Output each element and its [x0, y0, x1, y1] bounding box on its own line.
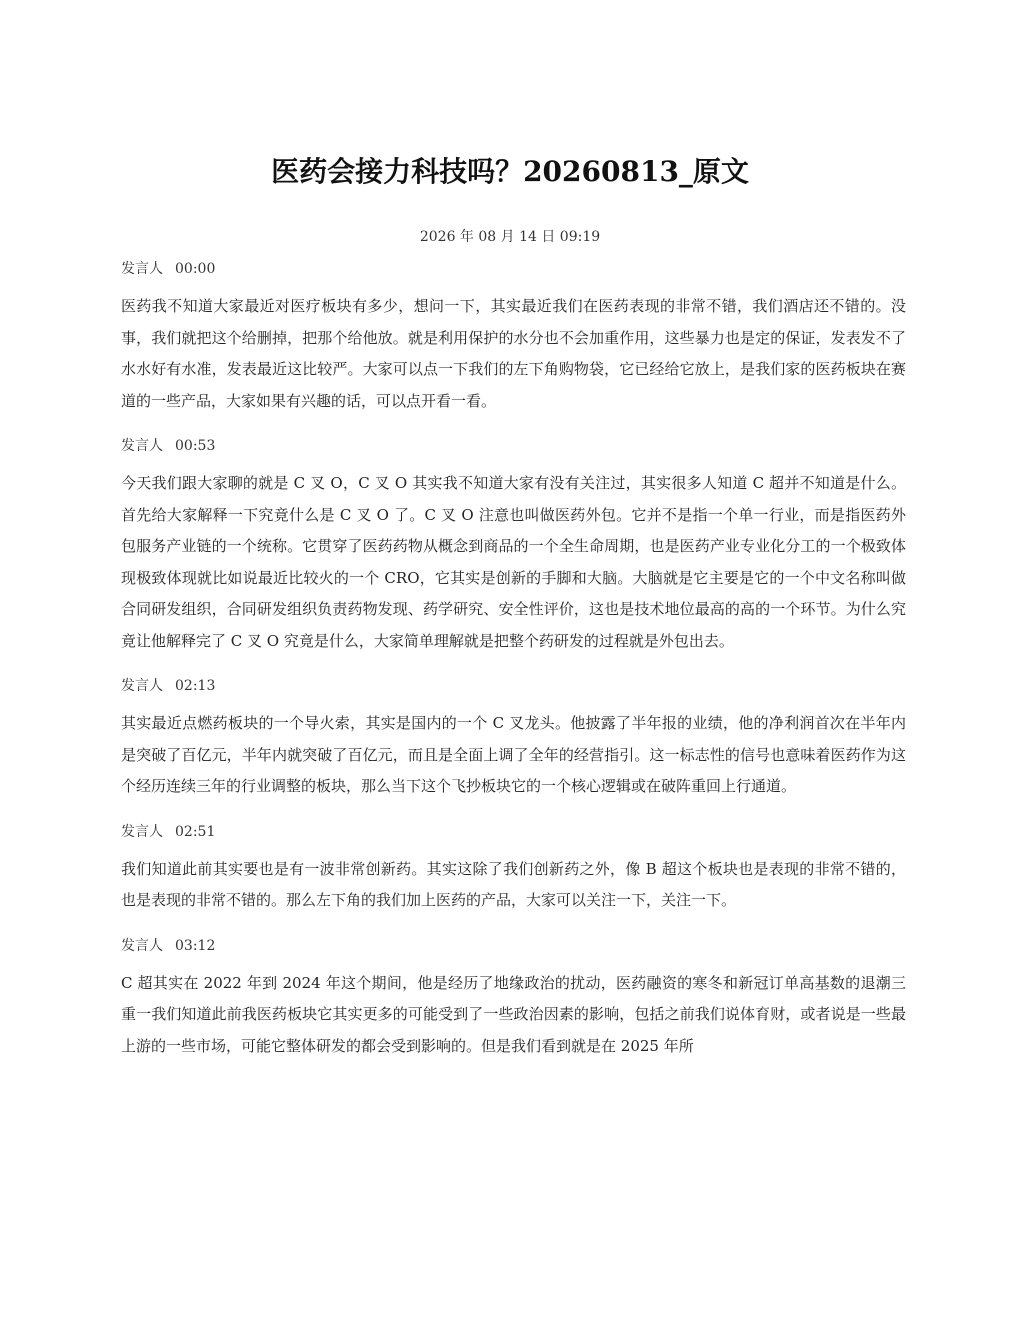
segment-text: C 超其实在 2022 年到 2024 年这个期间，他是经历了地缘政治的扰动，医药融资的寒冬和新冠订单高基数的退潮三重一我们知道此前我医药板块它其实更多的可能受到了一些政治因素的影响，包括之前我们说体育财，或者说是一些最上游的一些市场，可能它整体研发的都会受到影响的。但是我们看到就是在 2025 年所 [121, 973, 906, 1055]
segment-text: 其实最近点燃药板块的一个导火索，其实是国内的一个 C 叉龙头。他披露了半年报的业绩，他的净利润首次在半年内是突破了百亿元，半年内就突破了百亿元，而且是全面上调了全年的经营指引。这一标志性的信号也意味着医药作为这个经历连续三年的行业调整的板块，那么当下这个飞抄板块它的一个核心逻辑或在破阵重回上行通道。 [121, 714, 906, 795]
timestamp: 02:13 [175, 678, 216, 694]
transcript-body [121, 258, 906, 1080]
segment-text: 我们知道此前其实要也是有一波非常创新药。其实这除了我们创新药之外，像 B 超这个板块也是表现的非常不错的，也是表现的非常不错的。那么左下角的我们加上医药的产品，大家可以关注一下，关注一下。 [121, 859, 906, 909]
speaker-line [121, 675, 906, 697]
timestamp: 00:53 [175, 438, 216, 454]
speaker-label: 发言人 [121, 823, 163, 840]
transcript-segment [121, 258, 906, 417]
document-title: 医药会接力科技吗？20260813_原文 [271, 155, 749, 188]
transcript-segment [121, 821, 906, 917]
speaker-line [121, 258, 906, 280]
speaker-label: 发言人 [121, 678, 163, 694]
speaker-line [121, 935, 906, 957]
speaker-line [121, 435, 906, 457]
timestamp: 00:00 [175, 261, 216, 277]
document-date: 2026 年 08 月 14 日 09:19 [419, 229, 601, 245]
speaker-label: 发言人 [121, 937, 163, 954]
speaker-label: 发言人 [121, 438, 163, 454]
segment-text: 医药我不知道大家最近对医疗板块有多少，想问一下，其实最近我们在医药表现的非常不错，我们酒店还不错的。没事，我们就把这个给删掉，把那个给他放。就是利用保护的水分也不会加重作用，这些暴力也是定的保证，发表发不了水水好有水准，发表最近这比较严。大家可以点一下我们的左下角购物袋，它已经给它放上，是我们家的医药板块在赛道的一些产品，大家如果有兴趣的话，可以点开看一看。 [121, 297, 906, 410]
segment-text: 今天我们跟大家聊的就是 C 叉 O，C 叉 O 其实我不知道大家有没有关注过，其实很多人知道 C 超并不知道是什么。首先给大家解释一下究竟什么是 C 叉 O 了。C 叉 O 注意也叫做医药外包。它并不是指一个单一行业，而是指医药外包服务产业链的一个统称。它贯穿了医药药物从概念到商品的一个全生命周期，也是医药产业专业化分工的一个极致体现极致体现就比如说最近比较火的一个 CRO，它其实是创新的手脚和大脑。大脑就是它主要是它的一个中文名称叫做合同研发组织，合同研发组织负责药物发现、药学研究、安全性评价，这也是技术地位最高的高的一个环节。为什么究竟让他解释完了 C 叉 O 究竟是什么，大家简单理解就是把整个药研发的过程就是外包出去。 [121, 474, 906, 650]
transcript-segment [121, 675, 906, 803]
timestamp: 03:12 [175, 937, 216, 954]
speaker-label: 发言人 [121, 261, 163, 277]
transcript-segment [121, 435, 906, 657]
speaker-line [121, 821, 906, 843]
transcript-segment [121, 935, 906, 1063]
timestamp: 02:51 [175, 823, 216, 840]
